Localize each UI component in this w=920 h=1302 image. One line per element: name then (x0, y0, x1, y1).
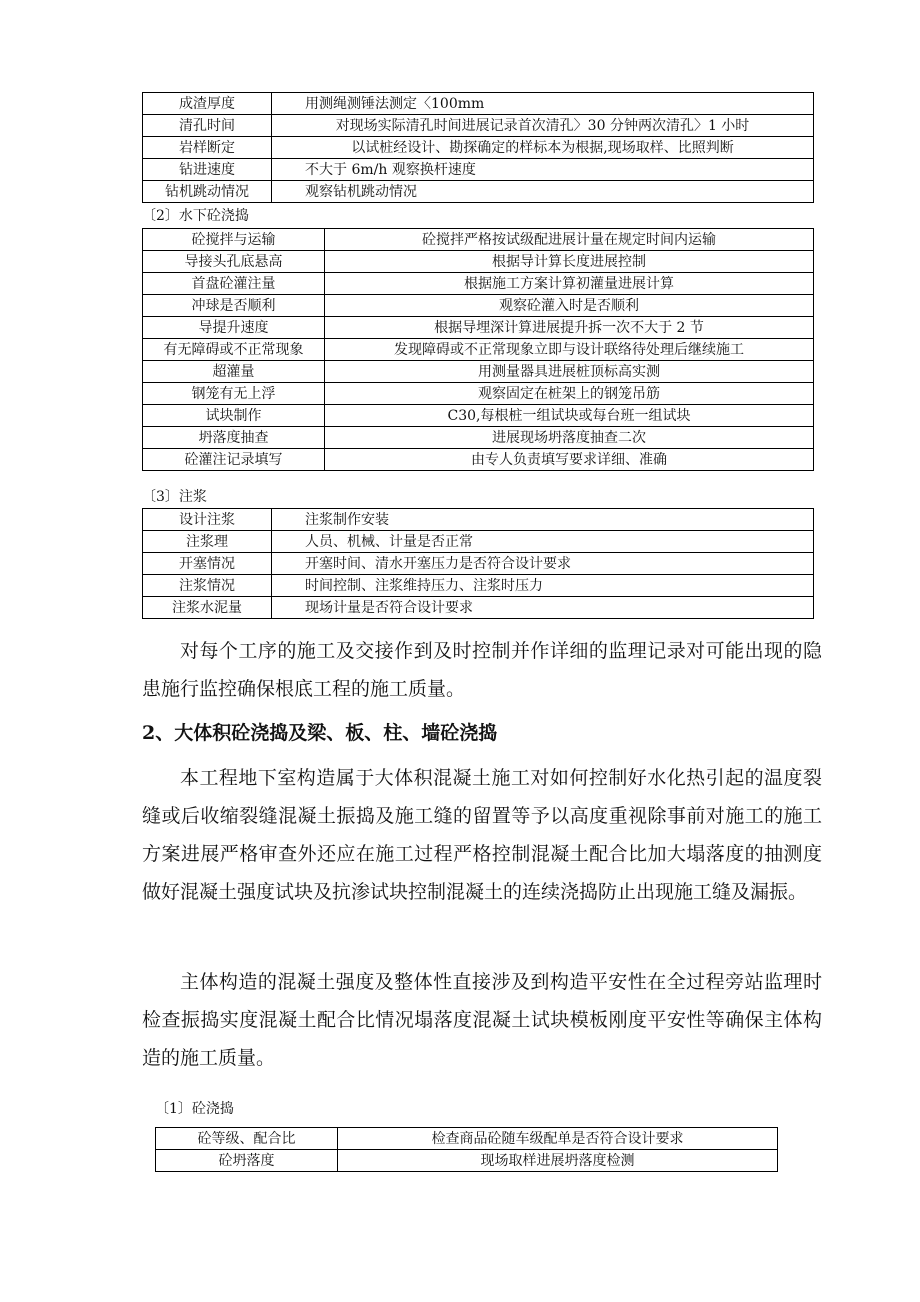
table-cell-desc: 对现场实际清孔时间进展记录首次清孔〉30 分钟两次清孔〉1 小时 (272, 115, 814, 137)
body-paragraph: 本工程地下室构造属于大体积混凝土施工对如何控制好水化热引起的温度裂缝或后收缩裂缝混凝土振捣及施工缝的留置等予以高度重视除事前对施工的施工方案进展严格审查外还应在施工过程严格控制混凝土配合比加大塌落度的抽测度做好混凝土强度试块及抗渗试块控制混凝土的连续浇捣防止出现施工缝及漏振。 (142, 767, 822, 903)
table-cell-desc: 开塞时间、清水开塞压力是否符合设计要求 (272, 553, 814, 575)
table-cell-item: 成渣厚度 (143, 93, 272, 115)
table-row (143, 229, 814, 251)
table-cell-item: 导接头孔底悬高 (143, 251, 325, 273)
table-cell-desc: 根据施工方案计算初灌量进展计算 (325, 273, 814, 295)
table-row (156, 1128, 778, 1150)
table-cell-item: 砼等级、配合比 (156, 1128, 338, 1150)
table-cell-item: 开塞情况 (143, 553, 272, 575)
body-paragraph: 主体构造的混凝土强度及整体性直接涉及到构造平安性在全过程旁站监理时检查振捣实度混凝土配合比情况塌落度混凝土试块模板刚度平安性等确保主体构造的施工质量。 (142, 971, 822, 1069)
table-underwater-concrete (142, 228, 814, 471)
table-cell-item: 有无障碍或不正常现象 (143, 339, 325, 361)
table-row (143, 115, 814, 137)
table-cell-desc: 注浆制作安装 (272, 509, 814, 531)
table-cell-desc: 观察固定在桩架上的钢笼吊筋 (325, 383, 814, 405)
table-row (143, 295, 814, 317)
table-cell-desc: 观察钻机跳动情况 (272, 181, 814, 203)
table-row (143, 159, 814, 181)
table-cell-desc: 现场计量是否符合设计要求 (272, 597, 814, 619)
table-drilling (142, 92, 814, 203)
table-cell-desc: 根据导埋深计算进展提升拆一次不大于 2 节 (325, 317, 814, 339)
table-concrete-pouring (155, 1127, 778, 1172)
table-cell-desc: 根据导计算长度进展控制 (325, 251, 814, 273)
table-cell-desc: 发现障碍或不正常现象立即与设计联络待处理后继续施工 (325, 339, 814, 361)
section-heading: 2、大体积砼浇捣及梁、板、柱、墙砼浇捣 (142, 722, 498, 744)
table-row (143, 575, 814, 597)
table-row (143, 509, 814, 531)
table-cell-item: 砼灌注记录填写 (143, 449, 325, 471)
table-cell-item: 钻机跳动情况 (143, 181, 272, 203)
body-paragraph: 对每个工序的施工及交接作到及时控制并作详细的监理记录对可能出现的隐患施行监控确保根底工程的施工质量。 (142, 640, 822, 700)
table-cell-desc: 用测量器具进展桩顶标高实测 (325, 361, 814, 383)
table-cell-item: 砼搅拌与运输 (143, 229, 325, 251)
table-row (143, 597, 814, 619)
table-cell-item: 设计注浆 (143, 509, 272, 531)
table-cell-desc: 以试桩经设计、勘探确定的样标本为根据,现场取样、比照判断 (272, 137, 814, 159)
table-cell-item: 超灌量 (143, 361, 325, 383)
table-row (143, 181, 814, 203)
table-row (143, 361, 814, 383)
table-row (143, 531, 814, 553)
table-row (143, 93, 814, 115)
table-cell-desc: 用测绳测锤法测定〈100mm (272, 93, 814, 115)
table-cell-item: 注浆水泥量 (143, 597, 272, 619)
table-cell-item: 首盘砼灌注量 (143, 273, 325, 295)
table-row (143, 553, 814, 575)
table-cell-desc: 时间控制、注浆维持压力、注浆时压力 (272, 575, 814, 597)
table-cell-desc: 进展现场坍落度抽查二次 (325, 427, 814, 449)
table-cell-item: 冲球是否顺利 (143, 295, 325, 317)
table-cell-item: 清孔时间 (143, 115, 272, 137)
table-cell-desc: 观察砼灌入时是否顺利 (325, 295, 814, 317)
section-caption: 〔1〕砼浇捣 (155, 1101, 234, 1117)
table-cell-desc: 现场取样进展坍落度检测 (338, 1150, 778, 1172)
table-row (143, 449, 814, 471)
table-cell-item: 注浆理 (143, 531, 272, 553)
table-grouting (142, 508, 814, 619)
table-cell-item: 导提升速度 (143, 317, 325, 339)
table-cell-desc: 不大于 6m/h 观察换杆速度 (272, 159, 814, 181)
table-cell-item: 坍落度抽查 (143, 427, 325, 449)
table-cell-item: 钢笼有无上浮 (143, 383, 325, 405)
table-cell-item: 砼坍落度 (156, 1150, 338, 1172)
table-row (143, 427, 814, 449)
table-row (143, 251, 814, 273)
table-row (143, 405, 814, 427)
table-cell-desc: 由专人负责填写要求详细、准确 (325, 449, 814, 471)
table-cell-desc: 砼搅拌严格按试级配进展计量在规定时间内运输 (325, 229, 814, 251)
section-caption: 〔3〕注浆 (142, 489, 207, 505)
table-cell-item: 试块制作 (143, 405, 325, 427)
section-caption: 〔2〕水下砼浇捣 (142, 208, 249, 224)
table-row (156, 1150, 778, 1172)
table-row (143, 383, 814, 405)
table-row (143, 317, 814, 339)
table-cell-desc: C30,每根桩一组试块或每台班一组试块 (325, 405, 814, 427)
table-cell-desc: 人员、机械、计量是否正常 (272, 531, 814, 553)
table-cell-item: 注浆情况 (143, 575, 272, 597)
table-cell-item: 钻进速度 (143, 159, 272, 181)
table-row (143, 339, 814, 361)
table-cell-item: 岩样断定 (143, 137, 272, 159)
table-row (143, 273, 814, 295)
table-cell-desc: 检查商品砼随车级配单是否符合设计要求 (338, 1128, 778, 1150)
table-row (143, 137, 814, 159)
